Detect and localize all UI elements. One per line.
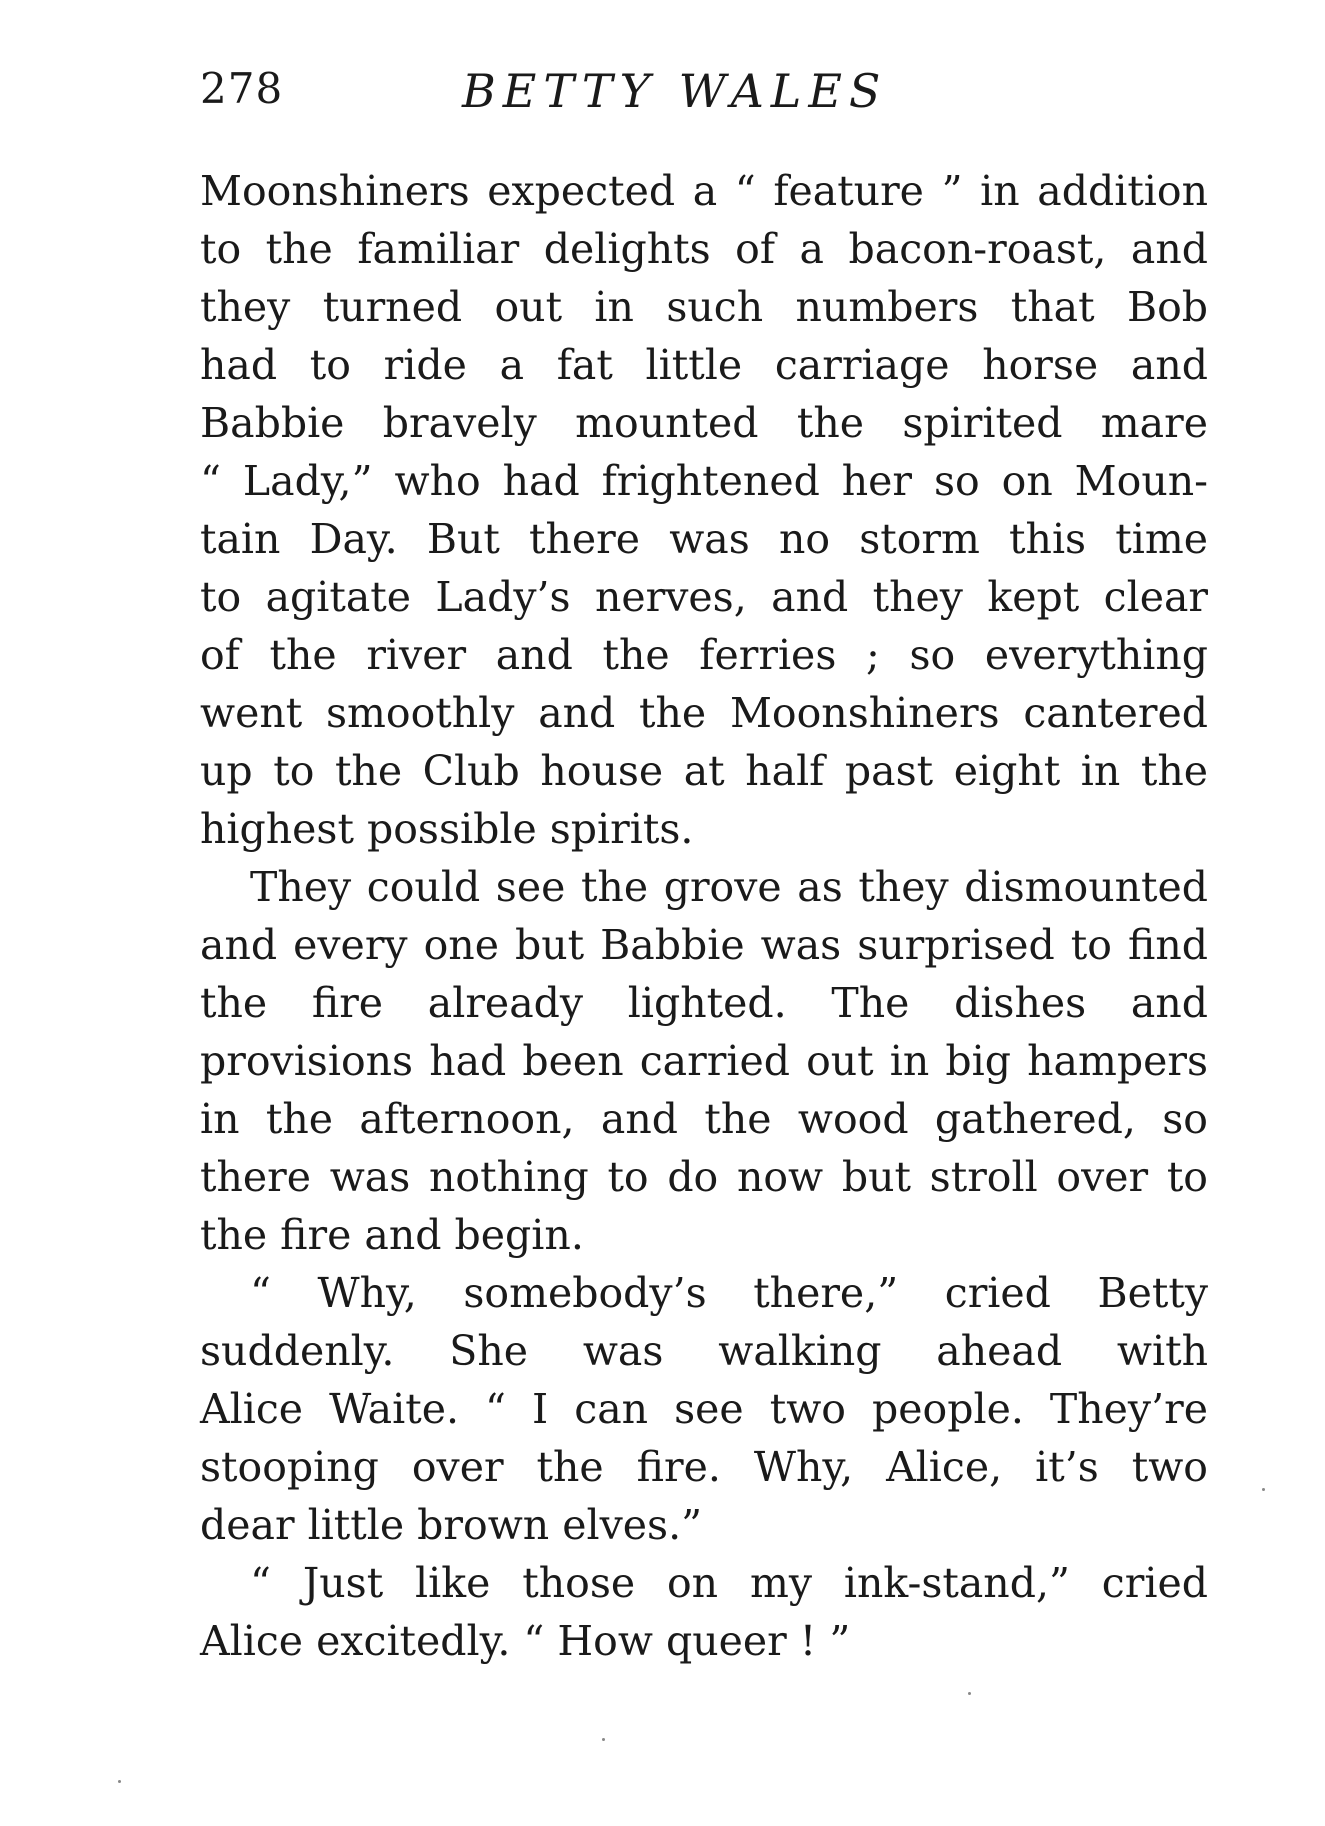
paragraph-1 [200,162,1208,858]
text-line: They could see the grove as they dismounted [250,863,1208,911]
page-number: 278 [200,64,284,113]
paper-speck [1262,1488,1265,1491]
text-line: provisions had been carried out in big hampers [200,1037,1208,1085]
text-line: to agitate Lady’s nerves, and they kept clear [200,573,1208,621]
paragraph-3 [200,1264,1208,1554]
paper-speck [602,1738,605,1741]
text-line: up to the Club house at half past eight in the [200,747,1208,795]
text-line: highest possible spirits. [200,805,694,853]
text-line: the fire and begin. [200,1211,584,1259]
body-text [200,162,1208,1670]
paragraph-2 [200,858,1208,1264]
text-line: and every one but Babbie was surprised to find [200,921,1208,969]
text-line: to the familiar delights of a bacon-roast, and [200,225,1208,273]
paper-speck [968,1692,971,1695]
text-line: “ Lady,” who had frightened her so on Moun- [200,457,1208,505]
text-line: had to ride a fat little carriage horse and [200,341,1208,389]
text-line: there was nothing to do now but stroll over to [200,1153,1208,1201]
text-line: Moonshiners expected a “ feature ” in addition [200,167,1208,215]
paper-speck [118,1780,121,1783]
text-line: “ Why, somebody’s there,” cried Betty [250,1269,1208,1317]
text-line: “ Just like those on my ink-stand,” cried [250,1559,1208,1607]
text-line: stooping over the fire. Why, Alice, it’s two [200,1443,1208,1491]
text-line: tain Day. But there was no storm this time [200,515,1208,563]
running-title: BETTY WALES [462,64,888,118]
text-line: Alice Waite. “ I can see two people. They’re [200,1385,1208,1433]
text-line: suddenly. She was walking ahead with [200,1327,1208,1375]
paragraph-4 [200,1554,1208,1670]
text-line: the fire already lighted. The dishes and [200,979,1208,1027]
text-line: of the river and the ferries ; so everything [200,631,1208,679]
text-line: in the afternoon, and the wood gathered, so [200,1095,1208,1143]
text-line: Babbie bravely mounted the spirited mare [200,399,1208,447]
text-line: dear little brown elves.” [200,1501,703,1549]
running-head [200,64,1200,134]
text-line: went smoothly and the Moonshiners cantered [200,689,1208,737]
text-line: Alice excitedly. “ How queer ! ” [200,1617,851,1665]
text-line: they turned out in such numbers that Bob [200,283,1208,331]
